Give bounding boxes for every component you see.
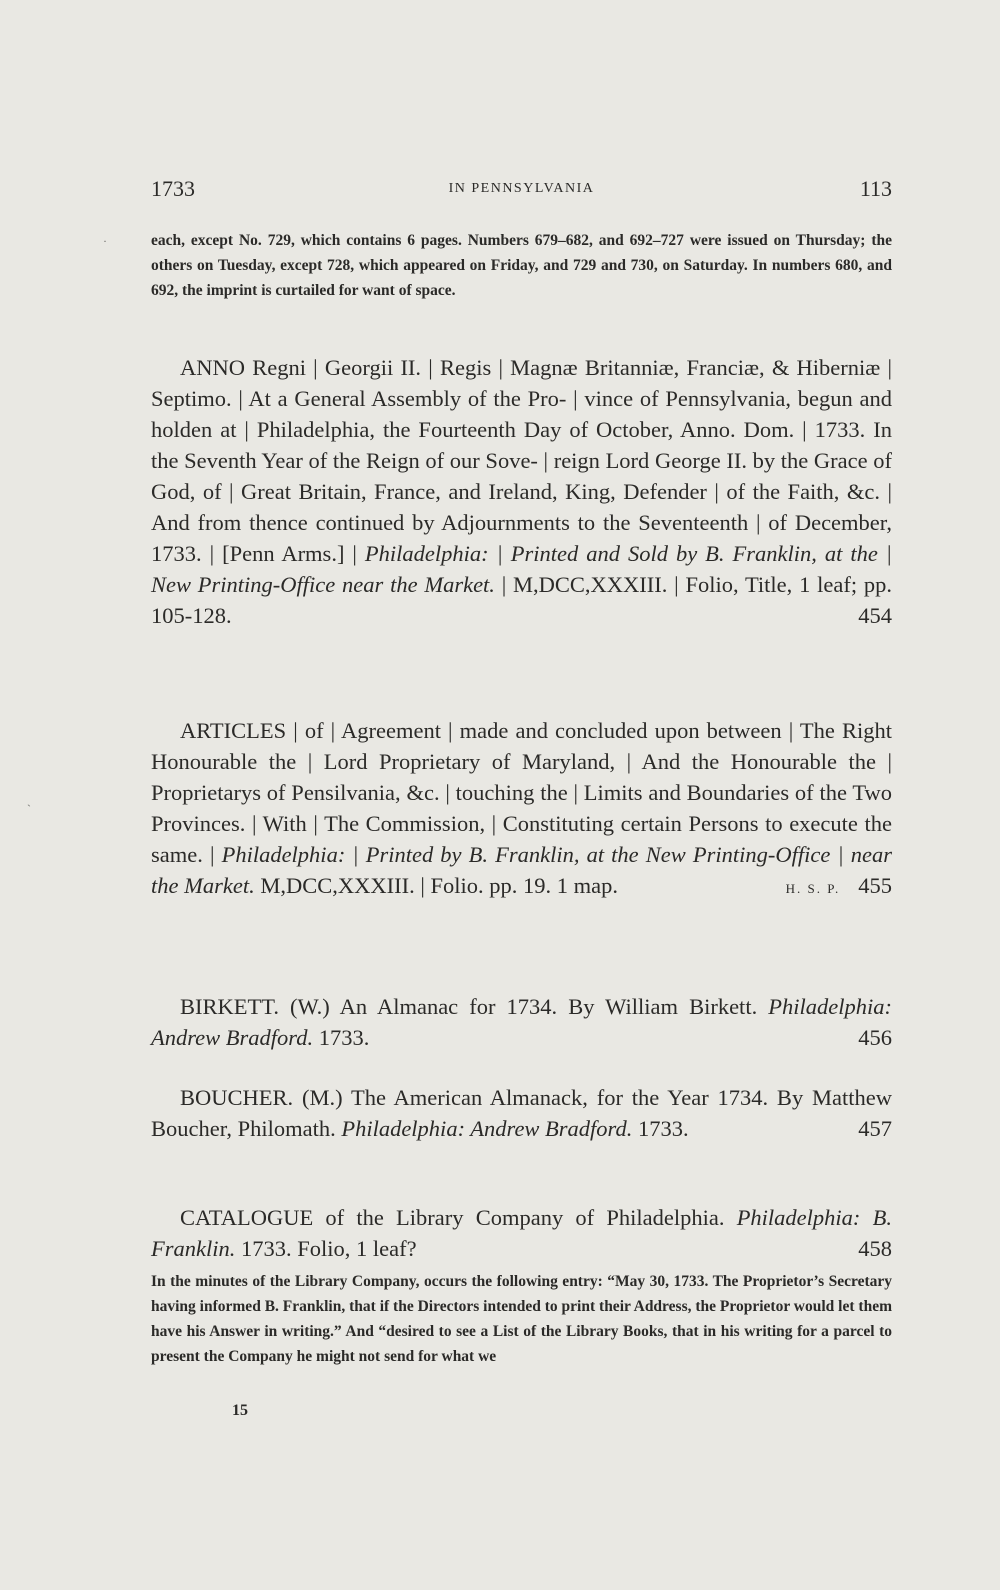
entry-tail: 1733.	[632, 1116, 689, 1141]
header-title: IN PENNSYLVANIA	[448, 181, 595, 196]
page-number: 113	[859, 176, 892, 201]
entry-main: CATALOGUE of the Library Company of Philadelphia.	[180, 1205, 737, 1230]
entry-imprint: Philadelphia: B. Franklin.	[151, 1205, 892, 1261]
note-continued: each, except No. 729, which contains 6 pages. Numbers 679–682, and 692–727 were issued on Thursday; the others on Tuesday, except 728, which appeared on Friday, and 729 and 730, on Saturday. In numbers 680, and 692, the imprint is curtailed for want of space.	[151, 232, 892, 299]
entry-454	[151, 352, 892, 631]
margin-speck: ·	[103, 234, 107, 248]
entry-imprint: Philadelphia: Andrew Bradford.	[151, 994, 892, 1050]
entry-457	[151, 1082, 892, 1144]
margin-speck: ˋ	[27, 802, 31, 816]
entry-main: ANNO Regni | Georgii II. | Regis | Magnæ Britanniæ, Franciæ, & Hiberniæ | Septimo. | At a General Assembly of the Pro- | vince of Pennsylvania, begun and holden at | Philadelphia, the Fourteenth Day of October, Anno. Dom. | 1733. In the Seventh Year of the Reign of our Sove- | reign Lord George II. by the Grace of God, of | Great Britain, France, and Ireland, King, Defender | of the Faith, &c. | And from thence continued by Adjournments to the Seventeenth | of December, 1733. | [Penn Arms.] |	[151, 355, 892, 566]
entry-455	[151, 715, 892, 901]
entry-456	[151, 991, 892, 1053]
entry-main: ARTICLES | of | Agreement | made and concluded upon between | The Right Honourable the | Lord Proprietary of Maryland, | And the Honourable the | Proprietarys of Pensilvania, &c. | touching the | Limits and Boundaries of the Two Provinces. | With | The Commission, | Constituting certain Persons to execute the same. |	[151, 718, 892, 867]
entry-tail: 1733.	[313, 1025, 370, 1050]
entry-imprint: Philadelphia: Andrew Bradford.	[341, 1116, 633, 1141]
signature-mark: 15	[232, 1402, 248, 1419]
entry-number: 454	[858, 603, 892, 628]
note-library-company: In the minutes of the Library Company, occurs the following entry: “May 30, 1733. The Proprietor’s Secretary having informed B. Franklin, that if the Directors intended to print their Address, the Proprietor would let them have his Answer in writing.” And “desired to see a List of the Library Books, that in his writing for a parcel to present the Company he might not send for what we	[151, 1273, 892, 1365]
entry-number: 458	[858, 1236, 892, 1261]
entry-tail: M,DCC,XXXIII. | Folio. pp. 19. 1 map.	[254, 873, 618, 898]
entry-imprint: Philadelphia: | Printed and Sold by B. Franklin, at the | New Printing-Office near the Market.	[151, 541, 892, 597]
entry-main: BIRKETT. (W.) An Almanac for 1734. By William Birkett.	[180, 994, 769, 1019]
entry-tail: 1733. Folio, 1 leaf?	[235, 1236, 417, 1261]
entry-main: BOUCHER. (M.) The American Almanack, for the Year 1734. By Matthew Boucher, Philomath.	[151, 1085, 892, 1141]
entry-number: 455	[858, 873, 892, 898]
entry-tail: | M,DCC,XXXIII. | Folio, Title, 1 leaf; pp. 105-128.	[151, 572, 892, 628]
entry-number: 457	[858, 1116, 892, 1141]
entry-number: 456	[858, 1025, 892, 1050]
entry-458	[151, 1202, 892, 1264]
entry-imprint: Philadelphia: | Printed by B. Franklin, at the New Printing-Office | near the Market.	[151, 842, 892, 898]
header-year: 1733	[151, 176, 195, 201]
entry-number-line	[151, 600, 892, 631]
entry-text	[151, 352, 892, 631]
running-head	[151, 176, 892, 206]
entry-location: H. S. P.	[785, 881, 841, 896]
